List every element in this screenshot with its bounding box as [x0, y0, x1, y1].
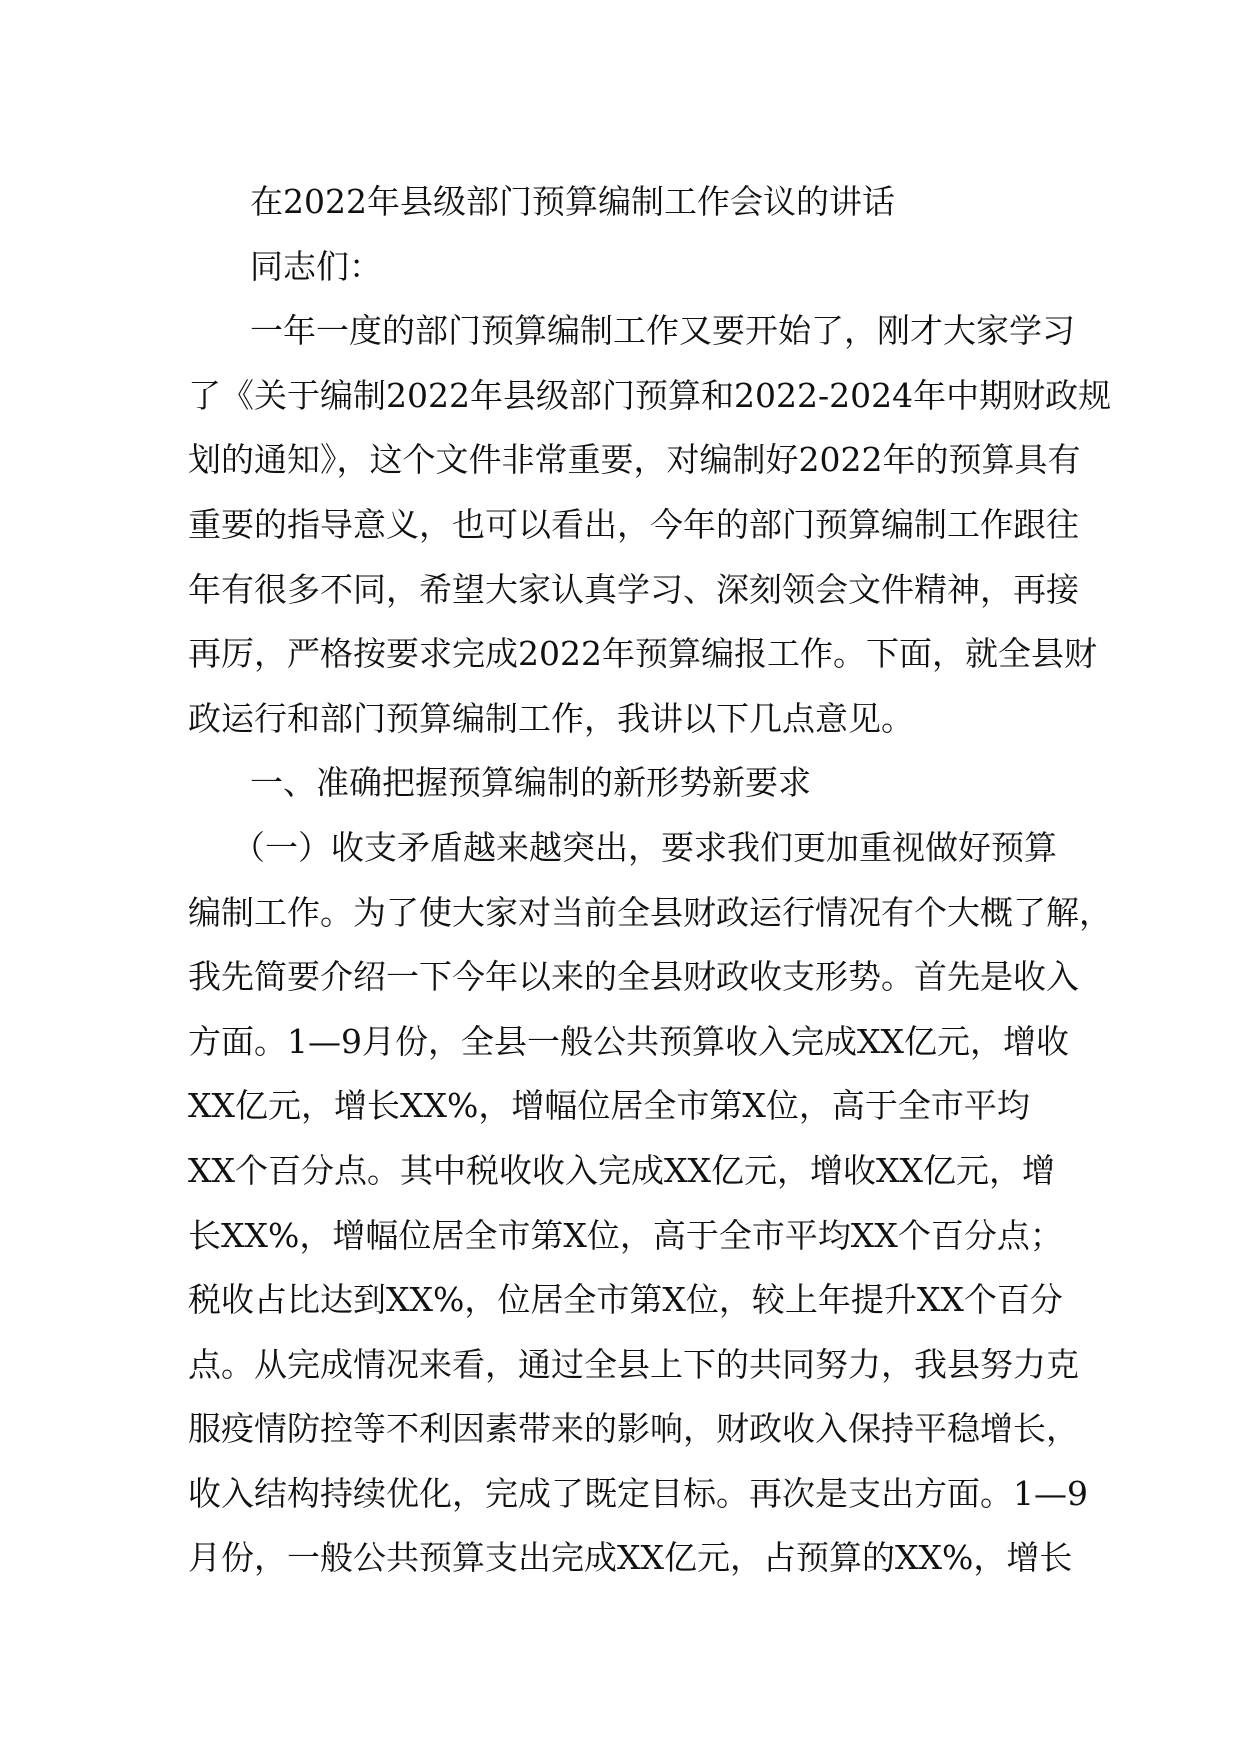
paragraph-line: 我先简要介绍一下今年以来的全县财政收支形势。首先是收入: [188, 957, 1079, 997]
paragraph-line: 月份，一般公共预算支出完成XX亿元，占预算的XX%，增长: [188, 1538, 1073, 1578]
paragraph-line: 点。从完成情况来看，通过全县上下的共同努力，我县努力克: [188, 1344, 1079, 1384]
paragraph-line: 税收占比达到XX%，位居全市第X位，较上年提升XX个百分: [188, 1280, 1063, 1320]
paragraph-line: 再厉，严格按要求完成2022年预算编报工作。下面，就全县财: [188, 634, 1097, 674]
paragraph-line: 年有很多不同，希望大家认真学习、深刻领会文件精神，再接: [188, 569, 1079, 609]
paragraph-line: 一年一度的部门预算编制工作又要开始了，刚才大家学习: [250, 311, 1075, 351]
paragraph-line: XX个百分点。其中税收收入完成XX亿元，增收XX亿元，增: [188, 1150, 1055, 1190]
paragraph-line: 了《关于编制2022年县级部门预算和2022-2024年中期财政规: [188, 375, 1112, 415]
paragraph-line: 重要的指导意义，也可以看出，今年的部门预算编制工作跟往: [188, 504, 1079, 544]
section-heading: 一、准确把握预算编制的新形势新要求: [250, 763, 811, 803]
document-body: [188, 170, 1112, 1591]
paragraph-line: 划的通知》，这个文件非常重要，对编制好2022年的预算具有: [188, 440, 1081, 480]
paragraph-line: 编制工作。为了使大家对当前全县财政运行情况有个大概了解，: [188, 892, 1112, 932]
document-title: 在2022年县级部门预算编制工作会议的讲话: [250, 182, 895, 221]
paragraph-line: 长XX%，增幅位居全市第X位，高于全市平均XX个百分点；: [188, 1215, 1063, 1255]
paragraph-line: 方面。1—9月份，全县一般公共预算收入完成XX亿元，增收: [188, 1021, 1069, 1061]
salutation: 同志们：: [250, 246, 382, 286]
paragraph-line: 政运行和部门预算编制工作，我讲以下几点意见。: [188, 698, 914, 738]
subsection-heading: （一）收支矛盾越来越突出，要求我们更加重视做好预算: [232, 827, 1057, 867]
paragraph-line: 服疫情防控等不利因素带来的影响，财政收入保持平稳增长，: [188, 1409, 1079, 1449]
paragraph-line: 收入结构持续优化，完成了既定目标。再次是支出方面。1—9: [188, 1473, 1088, 1513]
paragraph-line: XX亿元，增长XX%，增幅位居全市第X位，高于全市平均: [188, 1086, 1030, 1126]
